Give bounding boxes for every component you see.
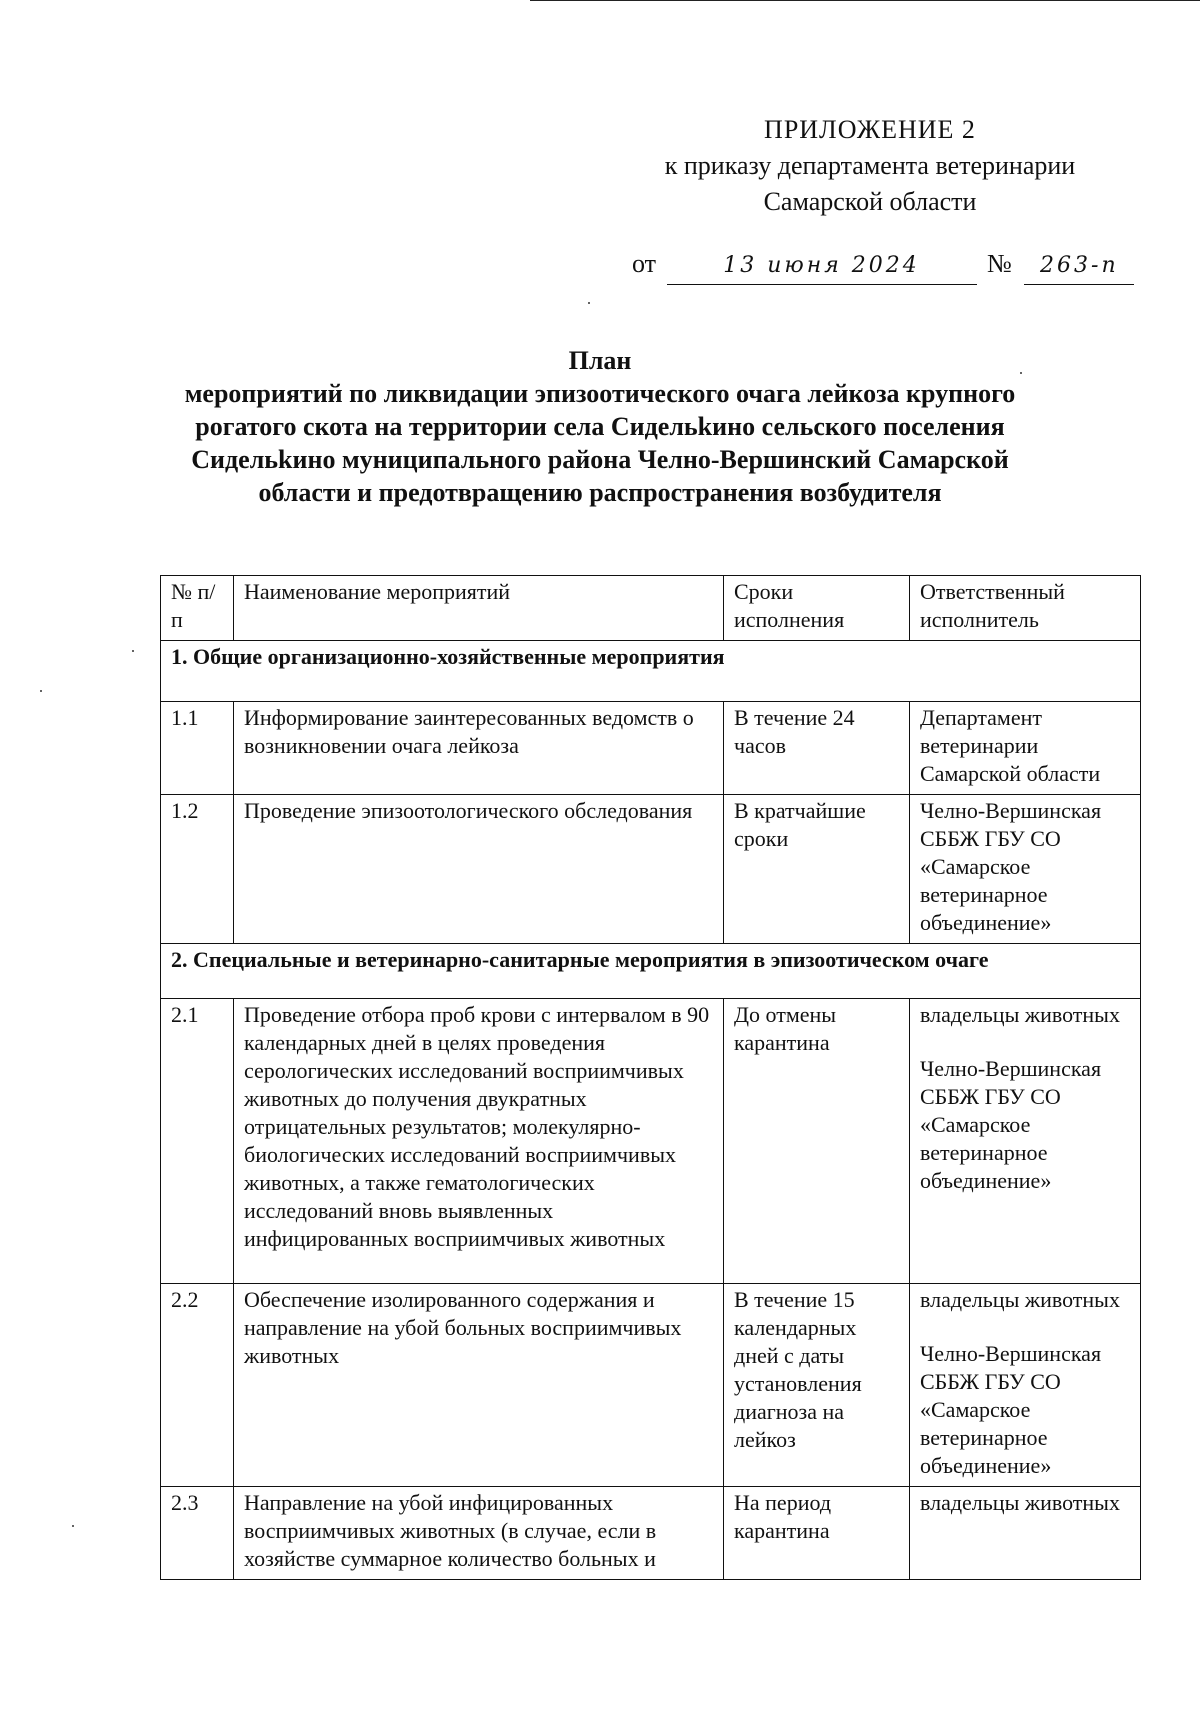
spacer (920, 1314, 1132, 1340)
plan-subtitle: мероприятий по ликвидации эпизоотического очага лейкоза крупного рогатого скота на территории села Сидельkино сельского поселения Сидельkино муниципального района Челно-Вершинский Самарской области и предотвращению распространения возбудителя (184, 379, 1016, 507)
row-responsible (910, 999, 1141, 1284)
number-label: № (987, 249, 1012, 278)
row-name: Направление на убой инфицированных восприимчивых животных (в случае, если в хозяйстве суммарное количество больных и (234, 1487, 724, 1580)
row-responsible: Департамент ветеринарии Самарской области (910, 702, 1141, 795)
row-responsible (910, 1284, 1141, 1487)
table-row (161, 702, 1141, 795)
row-responsible: Челно-Вершинская СББЖ ГБУ СО «Самарское ветеринарное объединение» (910, 795, 1141, 944)
top-edge-rule (530, 0, 1200, 1)
table-row (161, 999, 1141, 1284)
table-row (161, 1487, 1141, 1580)
from-label: от (632, 249, 657, 278)
plan-title: План (568, 346, 632, 375)
scan-speck (40, 690, 42, 692)
scan-speck (132, 650, 134, 652)
scan-speck (588, 302, 590, 304)
responsible-vet-station: Челно-Вершинская СББЖ ГБУ СО «Самарское ветеринарное объединение» (920, 1056, 1102, 1193)
row-name: Обеспечение изолированного содержания и направление на убой больных восприимчивых животных (234, 1284, 724, 1487)
table-row (161, 1284, 1141, 1487)
header-name: Наименование мероприятий (234, 576, 724, 641)
section-row-1 (161, 641, 1141, 702)
row-name: Проведение отбора проб крови с интервалом в 90 календарных дней в целях проведения серологических исследований восприимчивых животных до получения двукратных отрицательных результатов; молекулярно-биологических исследований восприимчивых животных, а также гематологических исследований вновь выявленных инфицированных восприимчивых животных (234, 999, 724, 1284)
responsible-owners: владельцы животных (920, 1002, 1120, 1027)
appendix-line-3: Самарской области (763, 187, 977, 216)
row-deadline: В течение 24 часов (724, 702, 910, 795)
row-num: 2.2 (161, 1284, 234, 1487)
handwritten-number: 263-п (1024, 248, 1134, 285)
row-num: 2.1 (161, 999, 234, 1284)
appendix-header (600, 112, 1140, 220)
row-name: Информирование заинтересованных ведомств о возникновении очага лейкоза (234, 702, 724, 795)
section-title: 2. Специальные и ветеринарно-санитарные мероприятия в эпизоотическом очаге (161, 944, 1141, 999)
table-header-row (161, 576, 1141, 641)
row-num: 2.3 (161, 1487, 234, 1580)
row-responsible: владельцы животных (910, 1487, 1141, 1580)
scan-speck (1020, 372, 1022, 374)
row-name: Проведение эпизоотологического обследования (234, 795, 724, 944)
row-deadline: В течение 15 календарных дней с даты установления диагноза на лейкоз (724, 1284, 910, 1487)
row-deadline: До отмены карантина (724, 999, 910, 1284)
order-date-line (632, 246, 1152, 285)
header-responsible: Ответственный исполнитель (910, 576, 1141, 641)
plan-table (160, 575, 1141, 1580)
scan-speck (72, 1525, 74, 1527)
table-row (161, 795, 1141, 944)
row-deadline: На период карантина (724, 1487, 910, 1580)
section-row-2 (161, 944, 1141, 999)
plan-heading (150, 344, 1050, 509)
appendix-line-2: к приказу департамента ветеринарии (664, 151, 1076, 180)
header-deadline: Сроки исполнения (724, 576, 910, 641)
row-num: 1.1 (161, 702, 234, 795)
responsible-owners: владельцы животных (920, 1287, 1120, 1312)
header-num: № п/п (161, 576, 234, 641)
section-title: 1. Общие организационно-хозяйственные мероприятия (161, 641, 1141, 702)
appendix-title: ПРИЛОЖЕНИЕ 2 (764, 115, 976, 144)
row-deadline: В кратчайшие сроки (724, 795, 910, 944)
spacer (920, 1029, 1132, 1055)
handwritten-date: 13 июня 2024 (667, 248, 977, 285)
row-num: 1.2 (161, 795, 234, 944)
responsible-vet-station: Челно-Вершинская СББЖ ГБУ СО «Самарское ветеринарное объединение» (920, 1341, 1102, 1478)
